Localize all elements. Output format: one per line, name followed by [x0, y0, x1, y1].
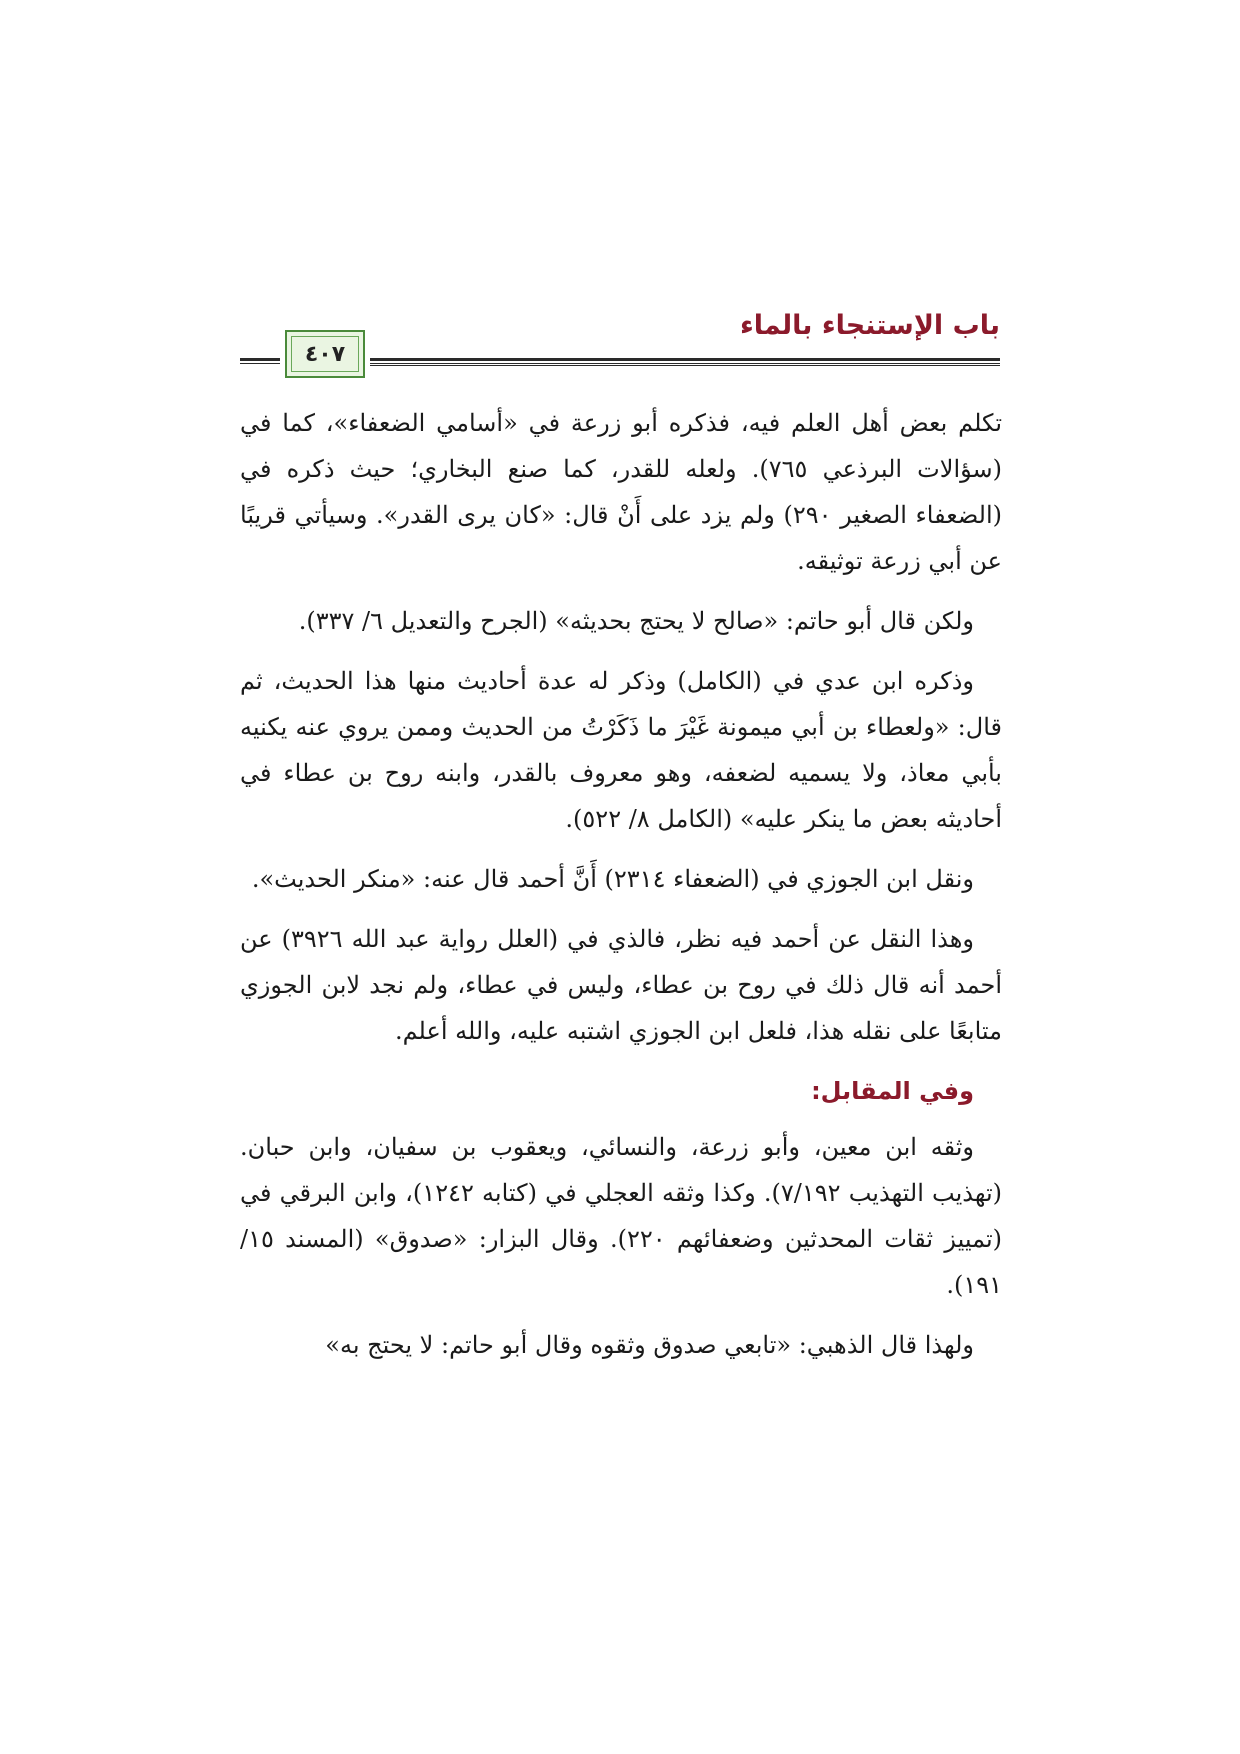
- paragraph: ولهذا قال الذهبي: «تابعي صدوق وثقوه وقال أبو حاتم: لا يحتج به»: [325, 1331, 974, 1359]
- header-rule-left: [240, 358, 280, 364]
- page-number: ٤٠٧: [304, 341, 346, 367]
- page-number-badge: [285, 330, 365, 378]
- paragraph: تكلم بعض أهل العلم فيه، فذكره أبو زرعة في «أسامي الضعفاء»، كما في (سؤالات البرذعي ٧٦٥). ولعله للقدر، كما صنع البخاري؛ حيث ذكره في (الضعفاء الصغير ٢٩٠) ولم يزد على أَنْ قال: «كان يرى القدر». وسيأتي قريبًا عن أبي زرعة توثيقه.: [240, 409, 1002, 575]
- header-rule: [370, 358, 1000, 364]
- page-header: [0, 0, 1240, 400]
- paragraph: ولكن قال أبو حاتم: «صالح لا يحتج بحديثه» (الجرح والتعديل ٦/ ٣٣٧).: [298, 607, 974, 635]
- page-body: [240, 400, 1002, 1382]
- paragraph: وهذا النقل عن أحمد فيه نظر، فالذي في (العلل رواية عبد الله ٣٩٢٦) عن أحمد أنه قال ذلك في روح بن عطاء، وليس في عطاء، ولم نجد لابن الجوزي متابعًا على نقله هذا، فلعل ابن الجوزي اشتبه عليه، والله أعلم.: [240, 925, 1002, 1045]
- paragraph: ونقل ابن الجوزي في (الضعفاء ٢٣١٤) أَنَّ أحمد قال عنه: «منكر الحديث».: [251, 865, 974, 893]
- paragraph: وثقه ابن معين، وأبو زرعة، والنسائي، ويعقوب بن سفيان، وابن حبان. (تهذيب التهذيب ٧/١٩٢). وكذا وثقه العجلي في (كتابه ١٢٤٢)، وابن البرقي في (تمييز ثقات المحدثين وضعفائهم ٢٢٠). وقال البزار: «صدوق» (المسند ١٥/ ١٩١).: [240, 1133, 1002, 1299]
- paragraph: وذكره ابن عدي في (الكامل) وذكر له عدة أحاديث منها هذا الحديث، ثم قال: «ولعطاء بن أبي ميمونة غَيْرَ ما ذَكَرْتُ من الحديث وممن يروي عنه يكنيه بأبي معاذ، ولا يسميه لضعفه، وهو معروف بالقدر، وابنه روح بن عطاء في أحاديثه بعض ما ينكر عليه» (الكامل ٨/ ٥٢٢).: [240, 667, 1002, 833]
- chapter-title: باب الإستنجاء بالماء: [739, 310, 1000, 341]
- section-subheading: وفي المقابل:: [811, 1077, 974, 1105]
